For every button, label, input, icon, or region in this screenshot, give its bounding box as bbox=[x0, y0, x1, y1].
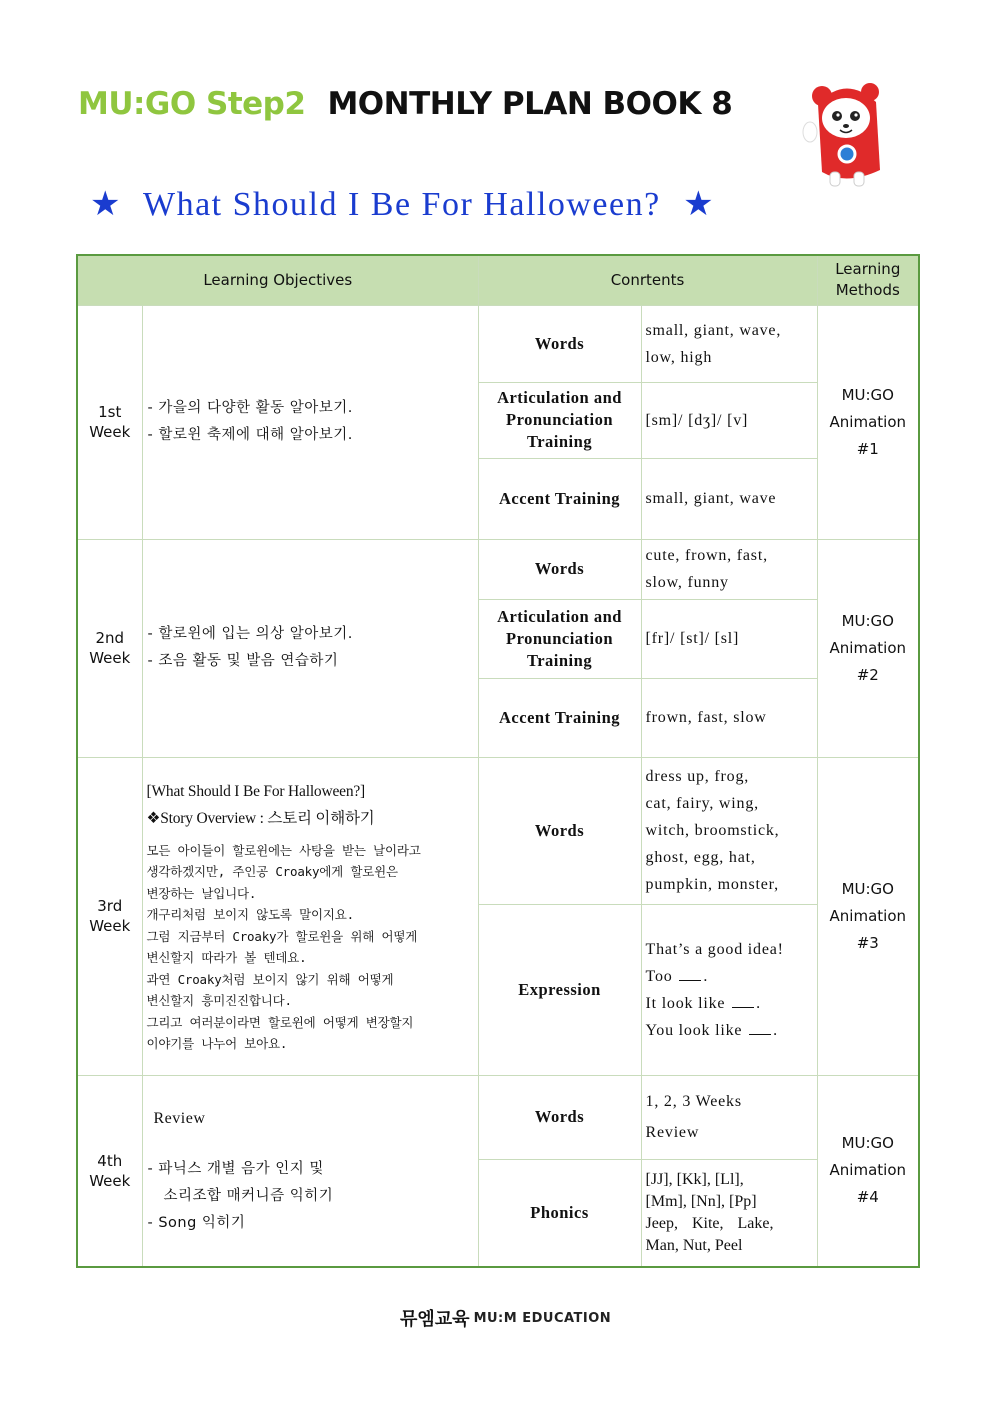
articulation-label: Articulation and Pronunciation Training bbox=[478, 382, 641, 458]
lesson-title bbox=[90, 184, 730, 234]
learning-method: MU:GO Animation #3 bbox=[817, 757, 919, 1075]
articulation-label: Articulation and Pronunciation Training bbox=[478, 599, 641, 678]
words-label: Words bbox=[478, 757, 641, 904]
learning-method: MU:GO Animation #4 bbox=[817, 1075, 919, 1267]
star-icon: ★ bbox=[683, 186, 714, 223]
expression-label: Expression bbox=[478, 904, 641, 1075]
phonics-content: [JJ], [Kk], [Ll], [Mm], [Nn], [Pp] Jeep, Kite, Lake, Man, Nut, Peel bbox=[641, 1159, 817, 1267]
words-label: Words bbox=[478, 305, 641, 382]
words-label: Words bbox=[478, 1075, 641, 1159]
accent-content: small, giant, wave bbox=[641, 458, 817, 539]
words-content: 1, 2, 3 Weeks Review bbox=[641, 1075, 817, 1159]
page-header bbox=[78, 86, 732, 136]
mascot-icon bbox=[800, 74, 890, 192]
learning-objectives: - 가을의 다양한 활동 알아보기. - 할로윈 축제에 대해 알아보기. bbox=[142, 305, 478, 539]
week-label: 4th Week bbox=[77, 1075, 142, 1267]
plan-title: MONTHLY PLAN BOOK 8 bbox=[327, 86, 733, 122]
accent-label: Accent Training bbox=[478, 678, 641, 757]
company-logo bbox=[400, 1305, 611, 1331]
brand-name: MU:GO Step2 bbox=[78, 86, 306, 122]
story-overview-heading: ❖Story Overview : 스토리 이해하기 bbox=[146, 809, 375, 827]
table-row bbox=[77, 1075, 919, 1159]
words-content: dress up, frog, cat, fairy, wing, witch, broomstick, ghost, egg, hat, pumpkin, monster, bbox=[641, 757, 817, 904]
learning-method: MU:GO Animation #2 bbox=[817, 539, 919, 757]
table-row bbox=[77, 305, 919, 382]
blank-line bbox=[679, 968, 701, 981]
week-label: 3rd Week bbox=[77, 757, 142, 1075]
lesson-title-text: What Should I Be For Halloween? bbox=[142, 186, 661, 223]
review-label: Review bbox=[153, 1109, 206, 1127]
week-label: 2nd Week bbox=[77, 539, 142, 757]
learning-objectives: - 할로윈에 입는 의상 알아보기. - 조음 활동 및 발음 연습하기 bbox=[142, 539, 478, 757]
company-name-english: MU:M EDUCATION bbox=[473, 1310, 612, 1326]
learning-method: MU:GO Animation #1 bbox=[817, 305, 919, 539]
story-overview: [What Should I Be For Halloween?] ❖Story Overview : 스토리 이해하기 모든 아이들이 할로윈에는 사탕을 받는 날이라고 생각하겠지만, 주인공 Croaky에게 할로윈은 변장하는 날입니다. 개구리처럼 보이지 않도록 말이지요. 그럼 지금부터 Croaky가 할로윈을 위해 어떻게 변신할지 따라가 볼 텐데요. 과연 Croaky처럼 보이지 않기 위해 어떻게 변신할지 흥미진진합니다. 그리고 여러분이라면 할로윈에 어떻게 변장할지 이야기를 나누어 보아요. bbox=[142, 757, 478, 1075]
blank-line bbox=[732, 995, 754, 1008]
week-label: 1st Week bbox=[77, 305, 142, 539]
blank-line bbox=[749, 1022, 771, 1035]
contents-header: Conrtents bbox=[478, 255, 817, 305]
expression-content: That’s a good idea! Too . It look like . You look like . bbox=[641, 904, 817, 1075]
words-label: Words bbox=[478, 539, 641, 599]
table-header-row bbox=[77, 255, 919, 305]
articulation-content: [sm]/ [dʒ]/ [v] bbox=[641, 382, 817, 458]
words-content: small, giant, wave, low, high bbox=[641, 305, 817, 382]
company-name-korean: 뮤엠교육 bbox=[400, 1309, 470, 1330]
table-row bbox=[77, 757, 919, 904]
objectives-header: Learning Objectives bbox=[77, 255, 478, 305]
methods-header: Learning Methods bbox=[817, 255, 919, 305]
story-title: [What Should I Be For Halloween?] bbox=[146, 782, 366, 800]
articulation-content: [fr]/ [st]/ [sl] bbox=[641, 599, 817, 678]
phonics-label: Phonics bbox=[478, 1159, 641, 1267]
table-row bbox=[77, 539, 919, 599]
words-content: cute, frown, fast, slow, funny bbox=[641, 539, 817, 599]
accent-content: frown, fast, slow bbox=[641, 678, 817, 757]
monthly-plan-table bbox=[76, 254, 920, 1268]
accent-label: Accent Training bbox=[478, 458, 641, 539]
star-icon: ★ bbox=[90, 186, 121, 223]
learning-objectives: Review - 파닉스 개별 음가 인지 및 소리조합 매커니즘 익히기 - Song 익히기 bbox=[142, 1075, 478, 1267]
